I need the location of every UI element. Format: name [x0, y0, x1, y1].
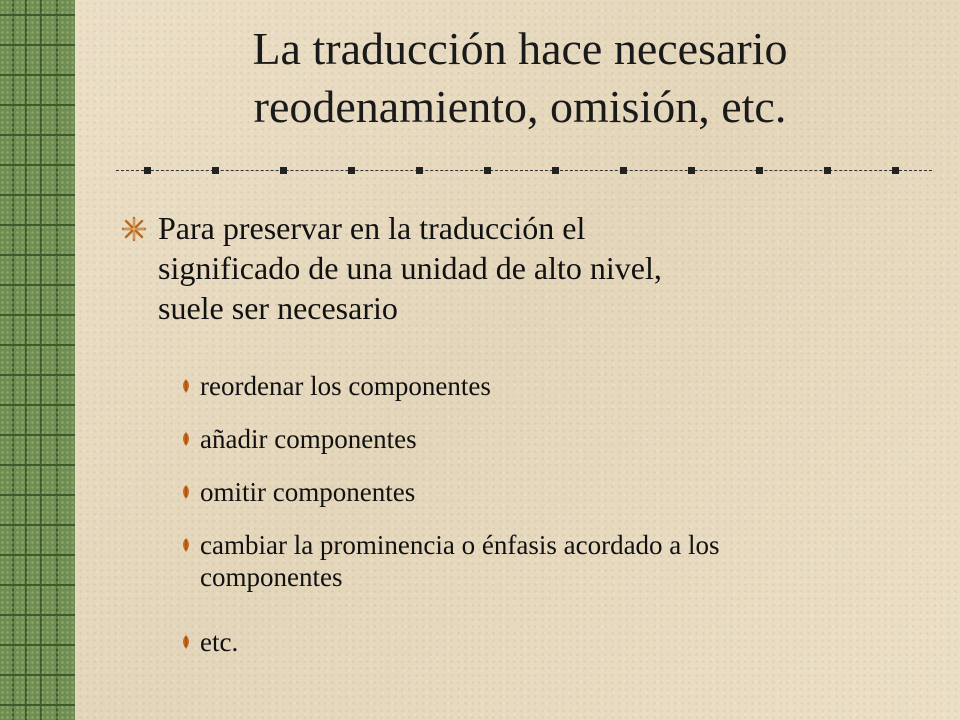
- leaf-icon: [181, 485, 191, 499]
- main-bullet-line: suele ser necesario: [158, 290, 398, 326]
- sub-bullet-line: añadir componentes: [200, 424, 417, 454]
- sub-bullet-item: [200, 476, 940, 508]
- leaf-icon: [181, 432, 191, 446]
- asterisk-star-icon: [121, 216, 147, 242]
- title-line-1: La traducción hace necesario: [252, 23, 788, 74]
- sub-bullet-item: [200, 370, 940, 402]
- sub-bullet-item: [200, 423, 940, 455]
- sub-bullet-item: [200, 529, 940, 593]
- leaf-icon: [181, 379, 191, 393]
- sub-bullet-line: etc.: [200, 627, 239, 657]
- sub-bullet-item: [200, 626, 940, 658]
- main-bullet-line: Para preservar en la traducción el: [158, 210, 586, 246]
- sub-bullet-line: omitir componentes: [200, 477, 416, 507]
- main-bullet-line: significado de una unidad de alto nivel,: [158, 250, 662, 286]
- main-bullet-text: [158, 208, 858, 328]
- title-line-2: reodenamiento, omisión, etc.: [253, 81, 787, 132]
- leaf-icon: [181, 635, 191, 649]
- leaf-icon: [181, 538, 191, 552]
- sub-bullet-line: cambiar la prominencia o énfasis acordado a los: [200, 530, 720, 560]
- sub-bullet-line: reordenar los componentes: [200, 371, 491, 401]
- sub-bullet-line: componentes: [200, 562, 343, 592]
